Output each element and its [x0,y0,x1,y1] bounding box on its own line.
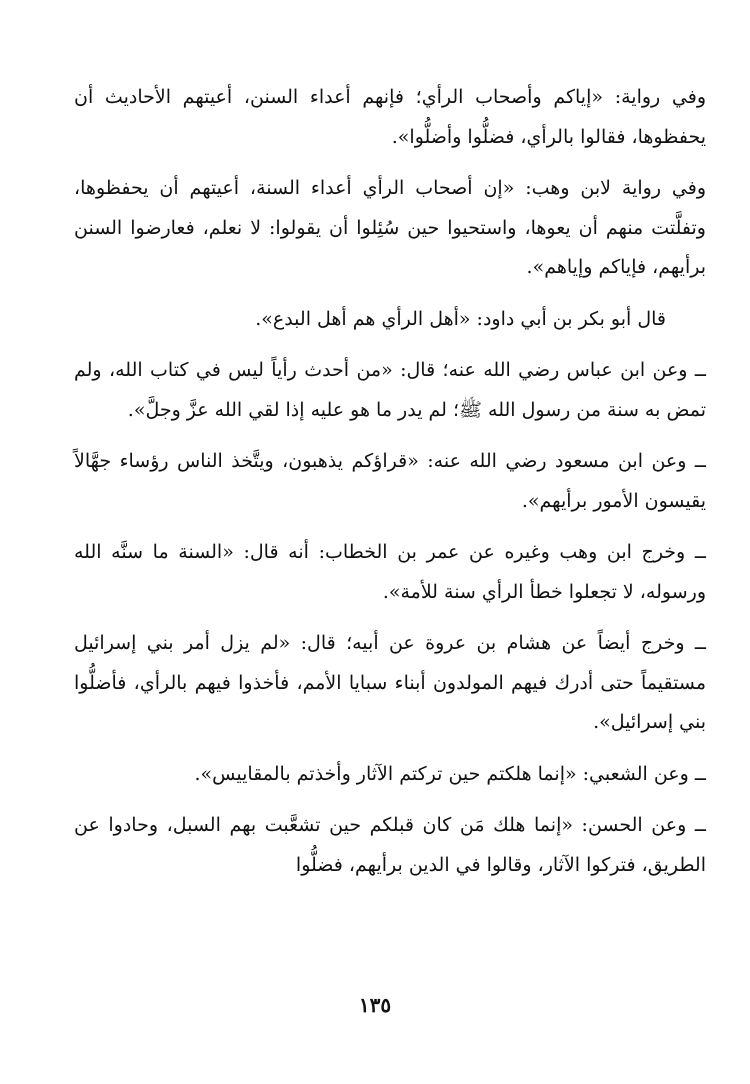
paragraph-al-shabi: ــ وعن الشعبي: «إنما هلكتم حين تركتم الآثار وأخذتم بالمقاييس». [194,762,706,785]
paragraph-ibn-wahb-narration: وفي رواية لابن وهب: «إن أصحاب الرأي أعداء السنة، أعيتهم أن يحفظوها، وتفلَّتت منهم أن يعوها، واستحيوا حين سُئِلوا أن يقولوا: لا نعلم، فعارضوا السنن برأيهم، فإياكم وإياهم». [74,177,706,278]
paragraph-ibn-abbas: ــ وعن ابن عباس رضي الله عنه؛ قال: «من أحدث رأياً ليس في كتاب الله، ولم تمض به سنة من رسول الله ﷺ؛ لم يدر ما هو عليه إذا لقي الله عزَّ وجلَّ». [74,359,706,421]
paragraph-ibn-masud: ــ وعن ابن مسعود رضي الله عنه: «قراؤكم يذهبون، ويتَّخذ الناس رؤساء جهَّالاً يقيسون الأمور برأيهم». [74,450,706,512]
paragraph-narration-beware-opinion: وفي رواية: «إياكم وأصحاب الرأي؛ فإنهم أعداء السنن، أعيتهم الأحاديث أن يحفظوها، فقالوا بالرأي، فضلُّوا وأضلُّوا». [74,86,706,148]
paragraph-umar-ibn-al-khattab: ــ وخرج ابن وهب وغيره عن عمر بن الخطاب: أنه قال: «السنة ما سنَّه الله ورسوله، لا تجعلوا خطأ الرأي سنة للأمة». [74,541,706,603]
page-body [74,78,706,897]
paragraph-al-hasan: ــ وعن الحسن: «إنما هلك مَن كان قبلكم حين تشعَّبت بهم السبل، وحادوا عن الطريق، فتركوا الآثار، وقالوا في الدين برأيهم، فضلُّوا [74,814,706,876]
paragraph-hisham-ibn-urwa: ــ وخرج أيضاً عن هشام بن عروة عن أبيه؛ قال: «لم يزل أمر بني إسرائيل مستقيماً حتى أدرك فيهم المولدون أبناء سبايا الأمم، فأخذوا فيهم بالرأي، فأضلُّوا بني إسرائيل». [74,632,706,733]
page-number: ١٣٥ [358,993,392,1017]
paragraph-abu-bakr-ibn-abi-dawud: قال أبو بكر بن أبي داود: «أهل الرأي هم أهل البدع». [255,307,666,330]
